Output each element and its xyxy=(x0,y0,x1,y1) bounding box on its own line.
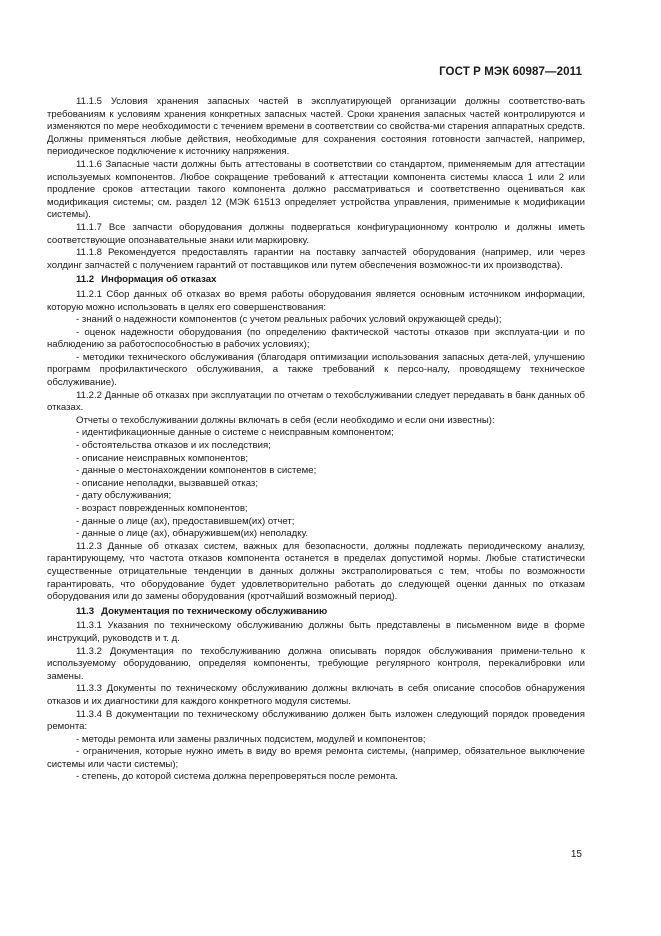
document-body xyxy=(47,96,585,784)
clause-11-1-5: 11.1.5 Условия хранения запасных частей в эксплуатирующей организации должны соответство-вать требованиям к условиям хранения конкретных запасных частей. Сроки хранения запасных частей контролируются и изменяются по мере необходимости с течением времени в соответствии со свойства-ми старения аппаратных средств. Должны применяться любые действия, необходимые для сохранения состояния готовности запчастей, например, периодическое подключение к источнику напряжения. xyxy=(47,96,585,158)
section-number: 11.2 xyxy=(76,274,95,286)
list-item: - идентификационные данные о системе с неисправным компонентом; xyxy=(76,427,394,439)
list-item: - описание неполадки, вызвавшей отказ; xyxy=(76,477,258,489)
section-heading-11-3 xyxy=(47,606,585,619)
list-item: - степень, до которой система должна перепроверяться после ремонта. xyxy=(76,771,398,783)
clause-11-2-2: 11.2.2 Данные об отказах при эксплуатации по отчетам о техобслуживании следует передавать в банк данных об отказах. xyxy=(47,389,585,414)
list-item: - данные о местонахождении компонентов в системе; xyxy=(76,465,317,477)
list-item: - данные о лице (ах), предоставившем(их) отчет; xyxy=(76,515,295,527)
page-number: 15 xyxy=(570,849,582,860)
clause-11-1-8: 11.1.8 Рекомендуется предоставлять гарантии на поставку запчастей оборудования (например, или через холдинг запчастей с получением гарантий от поставщиков или путем обеспечения возможнос-ти их производства). xyxy=(47,247,585,271)
list-item: - знаний о надежности компонентов (с учетом реальных рабочих условий окружающей среды); xyxy=(76,314,502,326)
section-title: Информация об отказах xyxy=(101,274,217,286)
clause-11-3-4: 11.3.4 В документации по техническому обслуживанию должен быть изложен следующий порядок проведения ремонта: xyxy=(47,708,585,733)
list-item: - ограничения, которые нужно иметь в виду во время ремонта системы, (например, обязательное выключение системы или части системы); xyxy=(47,746,585,770)
document-header: ГОСТ Р МЭК 60987—2011 xyxy=(439,66,582,78)
section-title: Документация по техническому обслуживанию xyxy=(101,605,328,617)
list-item: - данные о лице (ах), обнаружившем(их) неполадку. xyxy=(76,528,309,540)
list-item: - методы ремонта или замены различных подсистем, модулей и компонентов; xyxy=(76,733,426,745)
list-item: - дату обслуживания; xyxy=(76,490,172,502)
clause-11-1-7: 11.1.7 Все запчасти оборудования должны подвергаться конфигурационному контролю и должны иметь соответствующие опознавательные знаки или маркировку. xyxy=(47,221,585,246)
list-item: - возраст поврежденных компонентов; xyxy=(76,503,248,514)
list-item: - описание неисправных компонентов; xyxy=(76,452,249,464)
clause-11-3-3: 11.3.3 Документы по техническому обслуживанию должны включать в себя описание способов обнаружения отказов и их диагностики для каждого конкретного модуля системы. xyxy=(47,683,585,707)
clause-11-2-1: 11.2.1 Сбор данных об отказах во время работы оборудования является основным источником информации, которую можно использовать в целях его совершенствования: xyxy=(47,288,585,313)
clause-11-3-1: 11.3.1 Указания по техническому обслуживанию должны быть представлены в письменном виде в форме инструкций, руководств и т. д. xyxy=(47,620,585,644)
clause-11-1-6: 11.1.6 Запасные части должны быть аттестованы в соответствии со стандартом, применяемым для аттестации используемых компонентов. Любое сокращение требований к аттестации компонента системы класса 1 или 2 или продление сроков аттестации такого компонента должно рассматриваться и соответственно оцениваться как модификация системы; см. раздел 12 (МЭК 61513 определяет устройства управления, применимые к модификации системы). xyxy=(47,158,585,221)
paragraph: Отчеты о техобслуживании должны включать в себя (если необходимо и если они известны): xyxy=(76,414,495,426)
clause-11-3-2: 11.3.2 Документация по техобслуживанию должна описывать порядок обслуживания примени-тельно к используемому оборудованию, определяя компоненты, требующие регулярного контроля, перекалибровки или замены. xyxy=(47,645,585,682)
list-item: - оценок надежности оборудования (по определению фактической частоты отказов при эксплуата-ции и по наблюдению за работоспособностью в рабочих условиях); xyxy=(47,326,585,351)
section-heading-11-2 xyxy=(47,274,585,287)
clause-11-2-3: 11.2.3 Данные об отказах систем, важных для безопасности, должны подлежать периодическому анализу, гарантирующему, что частота отказов компонента останется в пределах допустимой нормы. Любые статистически существенные отрицательные тенденции в данных должны экстраполироваться с тем, чтобы по возможности гарантировать, что оборудование будет удовлетворительно работать до следующей оценки данных по отказам оборудования или до замены оборудования (кротчайший возможный период). xyxy=(47,540,585,603)
list-item: - методики технического обслуживания (благодаря оптимизации использования запасных дета-лей, улучшению программ профилактического обслуживания, а также требований к персо-налу, проводящему техническое обслуживание). xyxy=(47,351,585,389)
section-number: 11.3 xyxy=(76,605,95,617)
list-item: - обстоятельства отказов и их последствия; xyxy=(76,440,271,452)
